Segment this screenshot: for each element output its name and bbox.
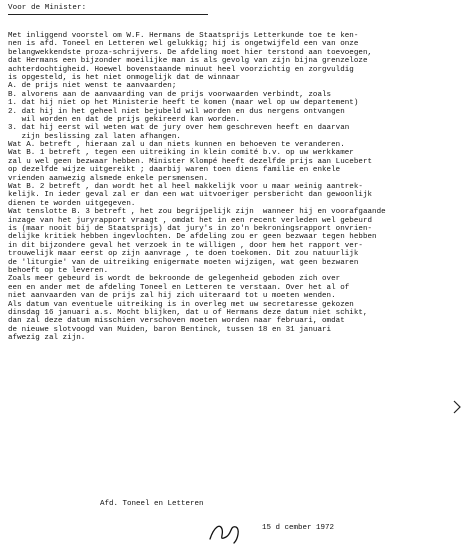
- memo-date: 15 d cember 1972: [262, 524, 335, 532]
- memo-line: vrienden aanwezig alsmede enkele persmensen.: [8, 174, 209, 183]
- memo-line: afwezig zal zijn.: [8, 334, 86, 343]
- memo-line: Zoals meer gebeurd is wordt de bekroonde de gelegenheid geboden zich over: [8, 275, 341, 284]
- memo-line: niet aanvaarden van de prijs zal hij zich uiteraard tot u moeten wenden.: [8, 292, 336, 301]
- memo-line: Wat B. 1 betreft , tegen een uitreiking in klein comité b.v. op uw werkkamer: [8, 149, 354, 158]
- memo-line: een en ander met de afdeling Toneel en Letteren te verstaan. Over het al of: [8, 283, 350, 292]
- heading-underline: [8, 14, 208, 15]
- memo-heading: Voor de Minister:: [8, 4, 87, 12]
- memo-line: Wat A. betreft , hieraan zal u dan niets kunnen en behoeven te veranderen.: [8, 141, 345, 150]
- memo-line: Wat tenslotte B. 3 betreft , het zou begrijpelijk zijn wanneer hij en voorafgaande: [8, 208, 386, 217]
- memo-line: behoeft op te leveren.: [8, 266, 109, 275]
- memo-line: in dit bijzondere geval het verzoek in te willigen , door hem het rapport ver-: [8, 241, 363, 250]
- memo-line: A. de prijs niet wenst te aanvaarden;: [8, 82, 177, 91]
- memo-line: dat Hermans een bijzonder moeilijke man is als gevolg van zijn bijna grenzeloze: [8, 57, 368, 66]
- signature-icon: [200, 517, 260, 547]
- memo-line: dinsdag 16 januari a.s. Mocht blijken, dat u of Hermans deze datum niet schikt,: [8, 308, 368, 317]
- memo-line: delijke kritiek hebben ingevlochten. De afdeling zou er geen bezwaar tegen hebben: [8, 233, 377, 242]
- memo-line: dienen te worden uitgegeven.: [8, 199, 136, 208]
- memo-footer: Afd. Toneel en Letteren: [100, 500, 204, 508]
- memo-line: achterdochtigheid. Hoewel bovenstaande minuut heel voorzichtig en zorgvuldig: [8, 65, 354, 74]
- memo-line: Wat B. 2 betreft , dan wordt het al heel makkelijk voor u maar weinig aantrek-: [8, 183, 363, 192]
- memo-line: is (maar nooit bij de Staatsprijs) dat jury's in zo'n bekroningsrapport onvrien-: [8, 224, 373, 233]
- margin-mark-icon: [452, 400, 462, 414]
- memo-line: 1. dat hij niet op het Ministerie heeft te komen (maar wel op uw departement): [8, 99, 359, 108]
- memo-line: kelijk. In ieder geval zal er dan een wat uitvoeriger persbericht dan gewoonlijk: [8, 191, 373, 200]
- memo-line: zal u wel geen bezwaar hebben. Minister Klompé heeft dezelfde prijs aan Lucebert: [8, 157, 373, 166]
- memo-line: 3. dat hij eerst wil weten wat de jury over hem geschreven heeft en daarvan: [8, 124, 350, 133]
- memo-line: de nieuwe slotvoogd van Muiden, baron Bentinck, tussen 18 en 31 januari: [8, 325, 332, 334]
- memo-body: [8, 32, 463, 342]
- memo-line: op dezelfde wijze uitgereikt ; daarbij waren toen diens familie en enkele: [8, 166, 341, 175]
- memo-line: de 'liturgie' van de uitreiking enigermate moeten wijzigen, wat geen bezwaren: [8, 258, 359, 267]
- memo-line: is opgesteld, is het niet onmogelijk dat de winnaar: [8, 73, 241, 82]
- memo-line: inzage van het juryrapport vraagt , omdat het in een recent verleden wel gebeurd: [8, 216, 373, 225]
- memo-line: zijn beslissing zal laten afhangen.: [8, 132, 181, 141]
- memo-line: nen is afd. Toneel en Letteren wel gelukkig; hij is ongetwijfeld een van onze: [8, 40, 359, 49]
- memo-line: 2. dat hij in het geheel niet bejubeld wil worden en dus nergens ontvangen: [8, 107, 345, 116]
- memo-line: belangwekkendste proza-schrijvers. De afdeling moet hier terstond aan toevoegen,: [8, 48, 373, 57]
- memo-line: trouwelijk maar eerst op zijn aanvrage , te doen toekomen. Dit zou natuurlijk: [8, 250, 359, 259]
- memo-line: Met inliggend voorstel om W.F. Hermans de Staatsprijs Letterkunde toe te ken-: [8, 32, 359, 40]
- memo-line: B. alvorens aan de aanvaarding van de prijs voorwaarden verbindt, zoals: [8, 90, 332, 99]
- memo-line: Als datum van eventuele uitreiking is in overleg met uw secretaresse gekozen: [8, 300, 354, 309]
- memo-line: wil worden en dat de prijs gekireerd kan worden.: [8, 115, 241, 124]
- memo-line: dan zal deze datum misschien verschoven moeten worden naar februari, omdat: [8, 317, 345, 326]
